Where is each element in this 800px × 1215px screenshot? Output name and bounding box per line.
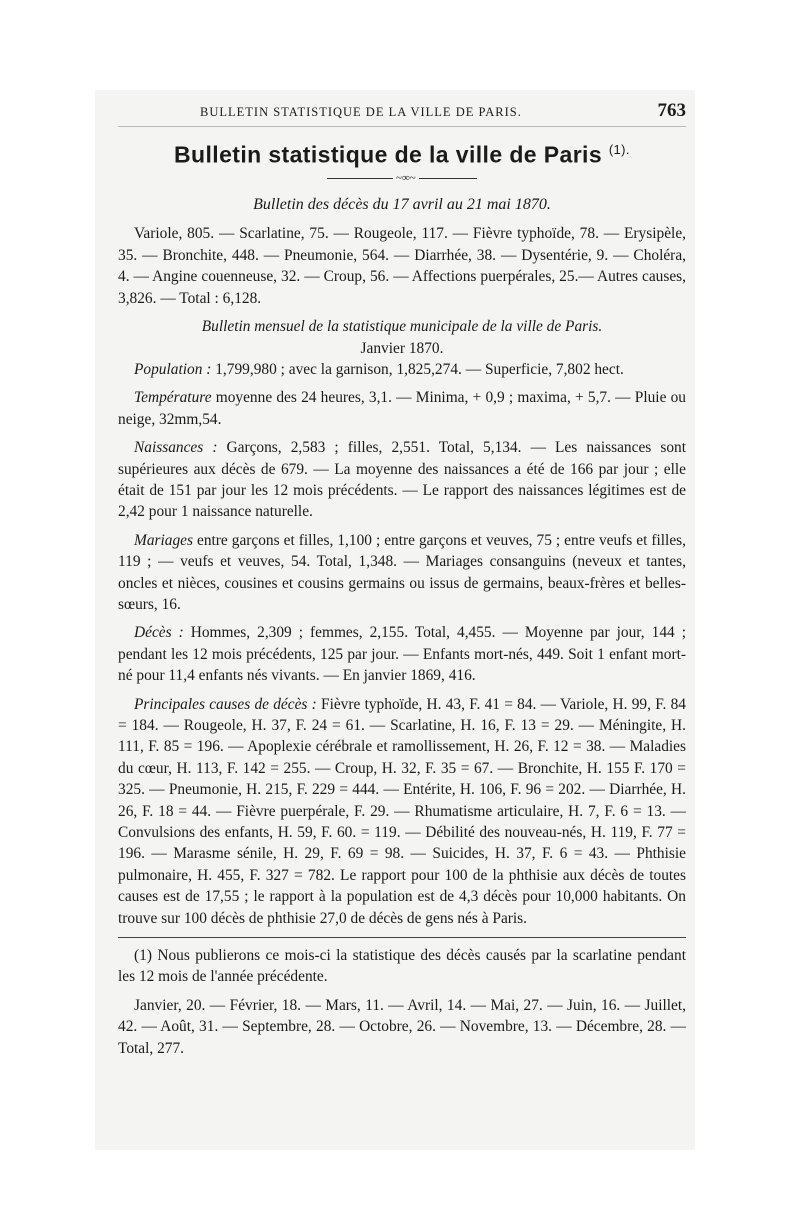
births-text: Garçons, 2,583 ; filles, 2,551. Total, 5,134. — Les naissances sont supérieures aux décès de 679. — La moyenne des naissances a été de 166 par jour ; elle était de 151 par jour les 12 mois précédents. — Le rapport des naissances légitimes est de 2,42 pour 1 naissance naturelle. [118, 439, 686, 521]
births-paragraph [118, 437, 686, 523]
marriages-text: entre garçons et filles, 1,100 ; entre garçons et veuves, 75 ; entre veufs et filles, 119 ; — veufs et veuves, 54. Total, 1,348. — Mariages consanguins (neveux et tantes, oncles et nièces, cousines et cousins germains ou issus de germains, beaux-frères et belles-sœurs, 16. [118, 531, 686, 613]
ornament-divider: ~∞~ [327, 172, 477, 184]
causes-label: Principales causes de décès : [134, 695, 317, 713]
subtitle: Bulletin des décès du 17 avril au 21 mai 1870. [253, 196, 551, 214]
title-note-mark: (1). [608, 142, 630, 157]
page-title [118, 139, 686, 166]
births-label: Naissances : [134, 439, 218, 457]
deaths-label: Décès : [134, 624, 184, 642]
running-header [200, 100, 686, 122]
running-title: BULLETIN STATISTIQUE DE LA VILLE DE PARIS. [200, 105, 522, 119]
page-number: 763 [657, 100, 686, 121]
footnote-2: Janvier, 20. — Février, 18. — Mars, 11. — Avril, 14. — Mai, 27. — Juin, 16. — Juillet, 42. — Août, 31. — Septembre, 28. — Octobre, 26. — Novembre, 13. — Décembre, 28. — Total, 277. [118, 996, 686, 1057]
footnote-rule [118, 937, 686, 938]
population-label: Population : [134, 360, 212, 378]
month-heading: Janvier 1870. [360, 339, 444, 357]
footnote-1: (1) Nous publierons ce mois-ci la statistique des décès causés par la scarlatine pendant les 12 mois de l'année précédente. [118, 947, 686, 986]
population-paragraph [118, 359, 686, 380]
document-body [118, 100, 686, 1059]
header-rule [118, 126, 686, 127]
causes-text: Fièvre typhoïde, H. 43, F. 41 = 84. — Variole, H. 99, F. 84 = 184. — Rougeole, H. 37, F. 24 = 61. — Scarlatine, H. 16, F. 13 = 29. — Méningite, H. 111, F. 85 = 196. — Apoplexie cérébrale et ramollissement, H. 26, F. 12 = 38. — Maladies du cœur, H. 113, F. 142 = 255. — Croup, H. 32, F. 35 = 67. — Bronchite, H. 155 F. 170 = 325. — Pneumonie, H. 215, F. 229 = 444. — Entérite, H. 106, F. 96 = 202. — Diarrhée, H. 26, F. 18 = 44. — Fièvre puerpérale, F. 29. — Rhumatisme articulaire, H. 7, F. 6 = 13. — Convulsions des enfants, H. 59, F. 60. = 119. — Débilité des nouveau-nés, H. 119, F. 77 = 196. — Marasme sénile, H. 29, F. 69 = 98. — Suicides, H. 37, F. 6 = 43. — Phthisie pulmonaire, H. 455, F. 327 = 782. Le rapport pour 100 de la phthisie aux décès de toutes causes est de 17,55 ; le rapport à la population est de 4,3 décès pour 10,000 habitants. On trouve sur 100 décès de phthisie 27,0 de décès de gens nés à Paris. [118, 695, 686, 927]
title-text: Bulletin statistique de la ville de Paris [174, 141, 603, 168]
deaths-text: Hommes, 2,309 ; femmes, 2,155. Total, 4,455. — Moyenne par jour, 144 ; pendant les 12 mois précédents, 125 par jour. — Enfants mort-nés, 449. Soit 1 enfant mort-né pour 11,4 enfants nés vivants. — En janvier 1869, 416. [118, 624, 686, 685]
causes-paragraph [118, 694, 686, 929]
temperature-label: Température [134, 389, 212, 407]
marriages-paragraph [118, 530, 686, 616]
temperature-paragraph [118, 387, 686, 430]
temperature-text: moyenne des 24 heures, 3,1. — Minima, + 0,9 ; maxima, + 5,7. — Pluie ou neige, 32mm,54. [118, 389, 686, 428]
deaths-paragraph [118, 622, 686, 686]
deaths-bulletin-paragraph: Variole, 805. — Scarlatine, 75. — Rougeole, 117. — Fièvre typhoïde, 78. — Erysipèle, 35. — Bronchite, 448. — Pneumonie, 564. — Diarrhée, 38. — Dysentérie, 9. — Choléra, 4. — Angine couenneuse, 32. — Croup, 56. — Affections puerpérales, 25.— Autres causes, 3,826. — Total : 6,128. [118, 225, 686, 307]
marriages-label: Mariages [134, 531, 193, 549]
population-text: 1,799,980 ; avec la garnison, 1,825,274. — Superficie, 7,802 hect. [211, 360, 624, 378]
section-title: Bulletin mensuel de la statistique municipale de la ville de Paris. [201, 318, 603, 336]
